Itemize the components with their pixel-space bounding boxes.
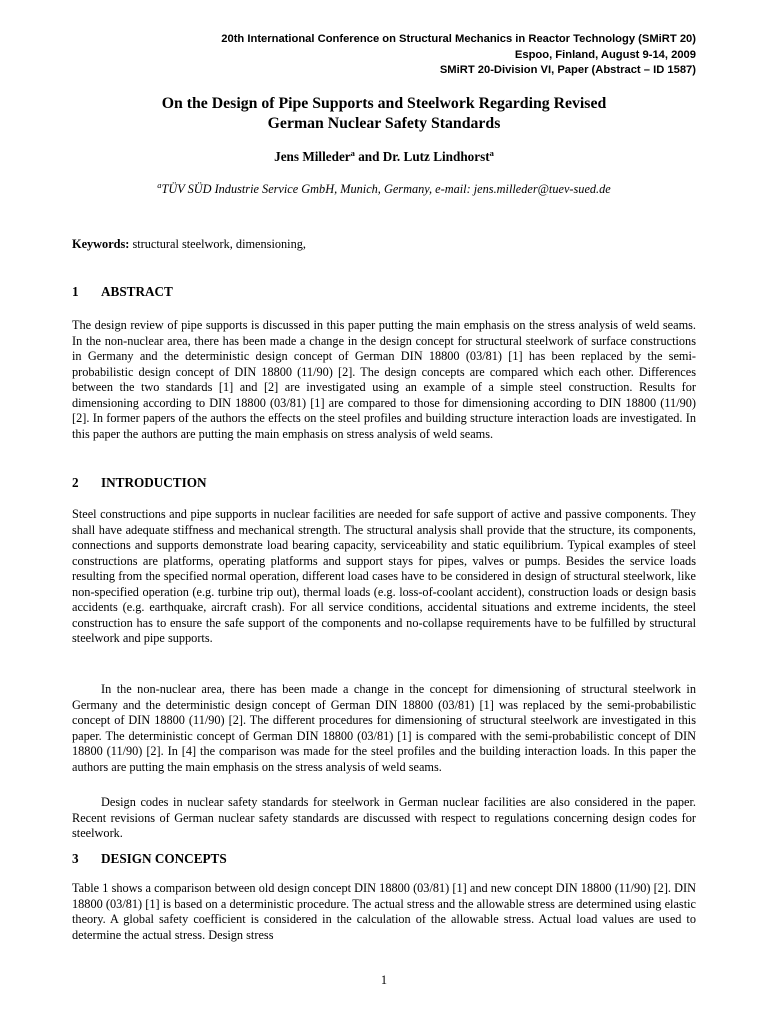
paper-id: SMiRT 20-Division VI, Paper (Abstract – ID 1587) [439, 64, 696, 76]
authors [72, 149, 696, 165]
section-heading-design-concepts [72, 851, 696, 867]
keywords-label: Keywords: [72, 237, 130, 251]
affiliation [72, 181, 696, 197]
author-2: Dr. Lutz Lindhorst [382, 149, 490, 164]
section-heading-abstract [72, 284, 696, 300]
section-title: ABSTRACT [101, 284, 173, 299]
section-heading-introduction [72, 475, 696, 491]
section-number: 1 [72, 284, 79, 299]
abstract-paragraph: The design review of pipe supports is discussed in this paper putting the main emphasis on the stress analysis of weld seams. In the non-nuclear area, there has been made a change in the design concept for structural steelwork of surface constructions in Germany and the deterministic design concept of German DIN 18800 (03/81) [1] has been replaced by the semi-probabilistic design concept of DIN 18800 (11/90) [2]. The design concepts are compared which each other. Differences between the two standards [1] and [2] are investigated using an example of a simple steel construction. Results for dimensioning according to DIN 18800 (03/81) [1] are compared to those for dimensioning according to DIN 18800 (11/90) [2]. In former papers of the authors the effects on the steel profiles and building structure interaction loads are investigated. In this paper the authors are putting the main emphasis on stress analysis of weld seams. [72, 318, 696, 441]
section-number: 3 [72, 851, 79, 866]
title-line-1: On the Design of Pipe Supports and Steelwork Regarding Revised [161, 95, 607, 112]
introduction-paragraph-2: In the non-nuclear area, there has been made a change in the concept for dimensioning of structural steelwork in Germany and the deterministic design concept of German DIN 18800 (03/81) [1] was replaced by the semi-probabilistic concept of DIN 18800 (11/90) [2]. The different procedures for dimensioning of structural steelwork are investigated in this paper. The deterministic concept of German DIN 18800 (03/81) [1] is compared with the semi-probabilistic concept of DIN 18800 (11/90) [2]. In [4] the comparison was made for the steel profiles and the building interaction loads. In this paper the authors are putting the main emphasis on the stress analysis of weld seams. [72, 682, 696, 774]
authors-conjunction: and [354, 149, 383, 164]
section-number: 2 [72, 475, 79, 490]
author-1-affil-mark: a [350, 148, 355, 158]
author-2-affil-mark: a [489, 148, 494, 158]
conference-location-date: Espoo, Finland, August 9-14, 2009 [514, 48, 696, 61]
keywords-text: structural steelwork, dimensioning, [129, 237, 306, 251]
page-number: 1 [380, 973, 388, 987]
section-title: DESIGN CONCEPTS [101, 851, 227, 866]
conference-header [221, 32, 696, 79]
author-1: Jens Milleder [274, 149, 351, 164]
introduction-paragraph-3: Design codes in nuclear safety standards for steelwork in German nuclear facilities are also considered in the paper. Recent revisions of German nuclear safety standards are discussed with respect to regulations concerning design codes for steelwork. [72, 795, 696, 841]
paper-title [72, 94, 696, 133]
affiliation-mark: a [157, 180, 162, 190]
affiliation-text: TÜV SÜD Industrie Service GmbH, Munich, Germany, e-mail: jens.milleder@tuev-sued.de [161, 182, 611, 196]
section-title: INTRODUCTION [101, 475, 207, 490]
introduction-paragraph-1: Steel constructions and pipe supports in nuclear facilities are needed for safe support of active and passive components. They shall have adequate stiffness and mechanical strength. The structural analysis shall provide that the structure, its components, connections and supports demonstrate load bearing capacity, serviceability and static equilibrium. Typical examples of steel constructions are platforms, operating platforms and support stays for pipes, valves or pumps. Besides the service loads resulting from the specified normal operation, different load cases have to be considered in design of structural steelwork, like non-specified operation (e.g. turbine trip out), thermal loads (e.g. loss-of-coolant accident), construction loads or design basis accidents (e.g. earthquake, aircraft crash). For all service conditions, accidental situations and extreme incidents, the steel construction has to ensure the safe support of the components and no-collapse requirements have to be fulfilled by structural steelwork and pipe supports. [72, 507, 696, 646]
keywords [72, 236, 696, 252]
conference-name: 20th International Conference on Structural Mechanics in Reactor Technology (SMiRT 20) [221, 33, 696, 45]
title-line-2: German Nuclear Safety Standards [267, 114, 501, 132]
design-concepts-paragraph: Table 1 shows a comparison between old design concept DIN 18800 (03/81) [1] and new concept DIN 18800 (11/90) [2]. DIN 18800 (03/81) [1] is based on a deterministic procedure. The actual stress and the allowable stress are determined using elastic theory. A global safety coefficient is considered in the calculation of the allowable stress. Actual load values are used to determine the actual stress. Design stress [72, 881, 696, 942]
